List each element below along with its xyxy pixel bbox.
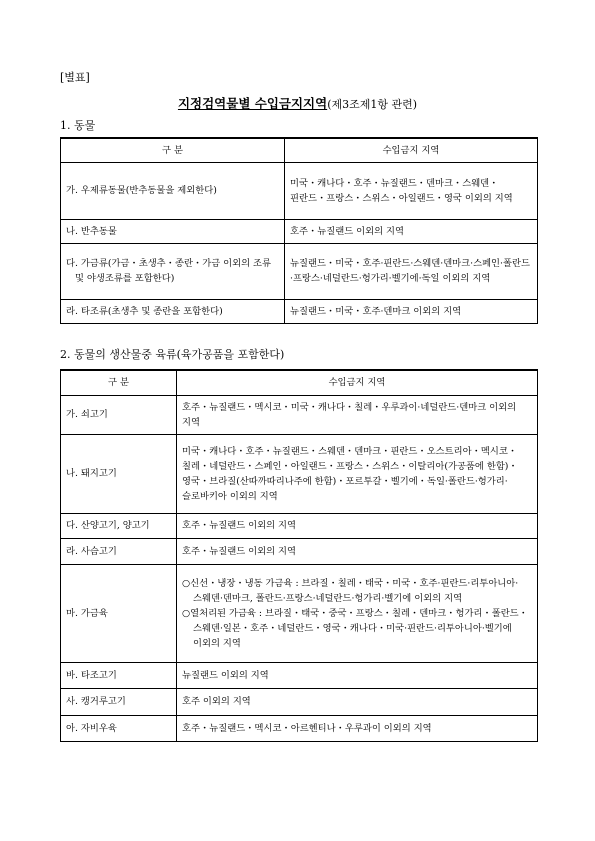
column-header-region: 수입금지 지역 bbox=[177, 370, 538, 395]
row-category: 바. 타조고기 bbox=[61, 662, 177, 688]
row-category: 사. 캥거루고기 bbox=[61, 688, 177, 715]
row-region: 미국・캐나다・호주・뉴질랜드・스웨덴・덴마크・핀란드・오스트리아・멕시코・칠레・네덜란드・스페인・아일랜드・프랑스・스위스・이탈리아(가공품에 한함)・영국・브라질(산따까따리나주에 한함)・포르투갈・벨기에・독일·폴란드·헝가리·슬로바키아 이외의 지역 bbox=[177, 434, 538, 513]
row-category: 아. 자비우육 bbox=[61, 715, 177, 741]
table-header-row bbox=[61, 138, 538, 162]
row-category: 다. 가금류(가금・초생추・종란・가금 이외의 조류 및 야생조류를 포함한다) bbox=[61, 243, 285, 299]
table-row bbox=[61, 662, 538, 688]
table-row bbox=[61, 219, 538, 243]
row-category: 가. 우제류동물(반추동물을 제외한다) bbox=[61, 162, 285, 219]
row-region: 호주・뉴질랜드 이외의 지역 bbox=[177, 538, 538, 564]
row-region: 뉴질랜드・미국・호주·핀란드·스웨덴·덴마크·스페인·폴란드·프랑스·네덜란드·헝가리·벨기에·독일 이외의 지역 bbox=[285, 243, 538, 299]
column-header-region: 수입금지 지역 bbox=[285, 138, 538, 162]
row-region: 뉴질랜드・미국・호주·덴마크 이외의 지역 bbox=[285, 299, 538, 323]
section2-heading: 2. 동물의 생산물중 육류(육가공품을 포함한다) bbox=[60, 348, 285, 361]
table-header-row bbox=[61, 370, 538, 395]
row-category: 라. 타조류(초생추 및 종란을 포함한다) bbox=[61, 299, 285, 323]
table-row bbox=[61, 513, 538, 538]
document-title bbox=[0, 94, 595, 112]
row-region: 호주・뉴질랜드 이외의 지역 bbox=[177, 513, 538, 538]
row-category: 가. 쇠고기 bbox=[61, 395, 177, 434]
animals-table bbox=[60, 137, 538, 324]
row-category: 마. 가금육 bbox=[61, 564, 177, 662]
region-bullet-item: ○열처리된 가금육 : 브라질・태국・중국・프랑스・칠레・덴마크・헝가리・폴란드・스웨덴·일본・호주・네덜란드・영국・캐나다・미국·핀란드·리투아니아·벨기에 이외의 지역 bbox=[182, 607, 528, 649]
table-row bbox=[61, 538, 538, 564]
row-category: 나. 반추동물 bbox=[61, 219, 285, 243]
row-category: 라. 사슴고기 bbox=[61, 538, 177, 564]
column-header-category: 구 분 bbox=[61, 138, 285, 162]
row-region: 뉴질랜드 이외의 지역 bbox=[177, 662, 538, 688]
row-region: 호주・뉴질랜드 이외의 지역 bbox=[285, 219, 538, 243]
row-region: 미국・캐나다・호주・뉴질랜드・덴마크・스웨덴・핀란드・프랑스・스위스・아일랜드・영국 이외의 지역 bbox=[285, 162, 538, 219]
title-main: 지정검역물별 수입금지지역 bbox=[177, 96, 328, 111]
table-row bbox=[61, 243, 538, 299]
column-header-category: 구 분 bbox=[61, 370, 177, 395]
meat-products-table bbox=[60, 369, 538, 742]
row-category: 다. 산양고기, 양고기 bbox=[61, 513, 177, 538]
row-region: 호주・뉴질랜드・멕시코・아르헨티나・우루과이 이외의 지역 bbox=[177, 715, 538, 741]
table-row bbox=[61, 299, 538, 323]
table-row bbox=[61, 434, 538, 513]
table-row bbox=[61, 564, 538, 662]
table-row bbox=[61, 395, 538, 434]
row-region: 호주 이외의 지역 bbox=[177, 688, 538, 715]
region-bullet-item: ○신선・냉장・냉동 가금육 : 브라질・칠레・태국・미국・호주·핀란드·리투아니아·스웨덴·덴마크, 폴란드·프랑스·네덜란드·헝가리·벨기에 이외의 지역 bbox=[182, 577, 519, 604]
annex-label: [별표] bbox=[60, 71, 90, 84]
row-category: 나. 돼지고기 bbox=[61, 434, 177, 513]
section1-heading: 1. 동물 bbox=[60, 119, 96, 132]
row-region bbox=[177, 564, 538, 662]
title-subtitle: (제3조제1항 관련) bbox=[327, 98, 418, 111]
row-region: 호주・뉴질랜드・멕시코・미국・캐나다・칠레・우루과이·네덜란드·덴마크 이외의 지역 bbox=[177, 395, 538, 434]
table-row bbox=[61, 715, 538, 741]
table-row bbox=[61, 162, 538, 219]
table-row bbox=[61, 688, 538, 715]
